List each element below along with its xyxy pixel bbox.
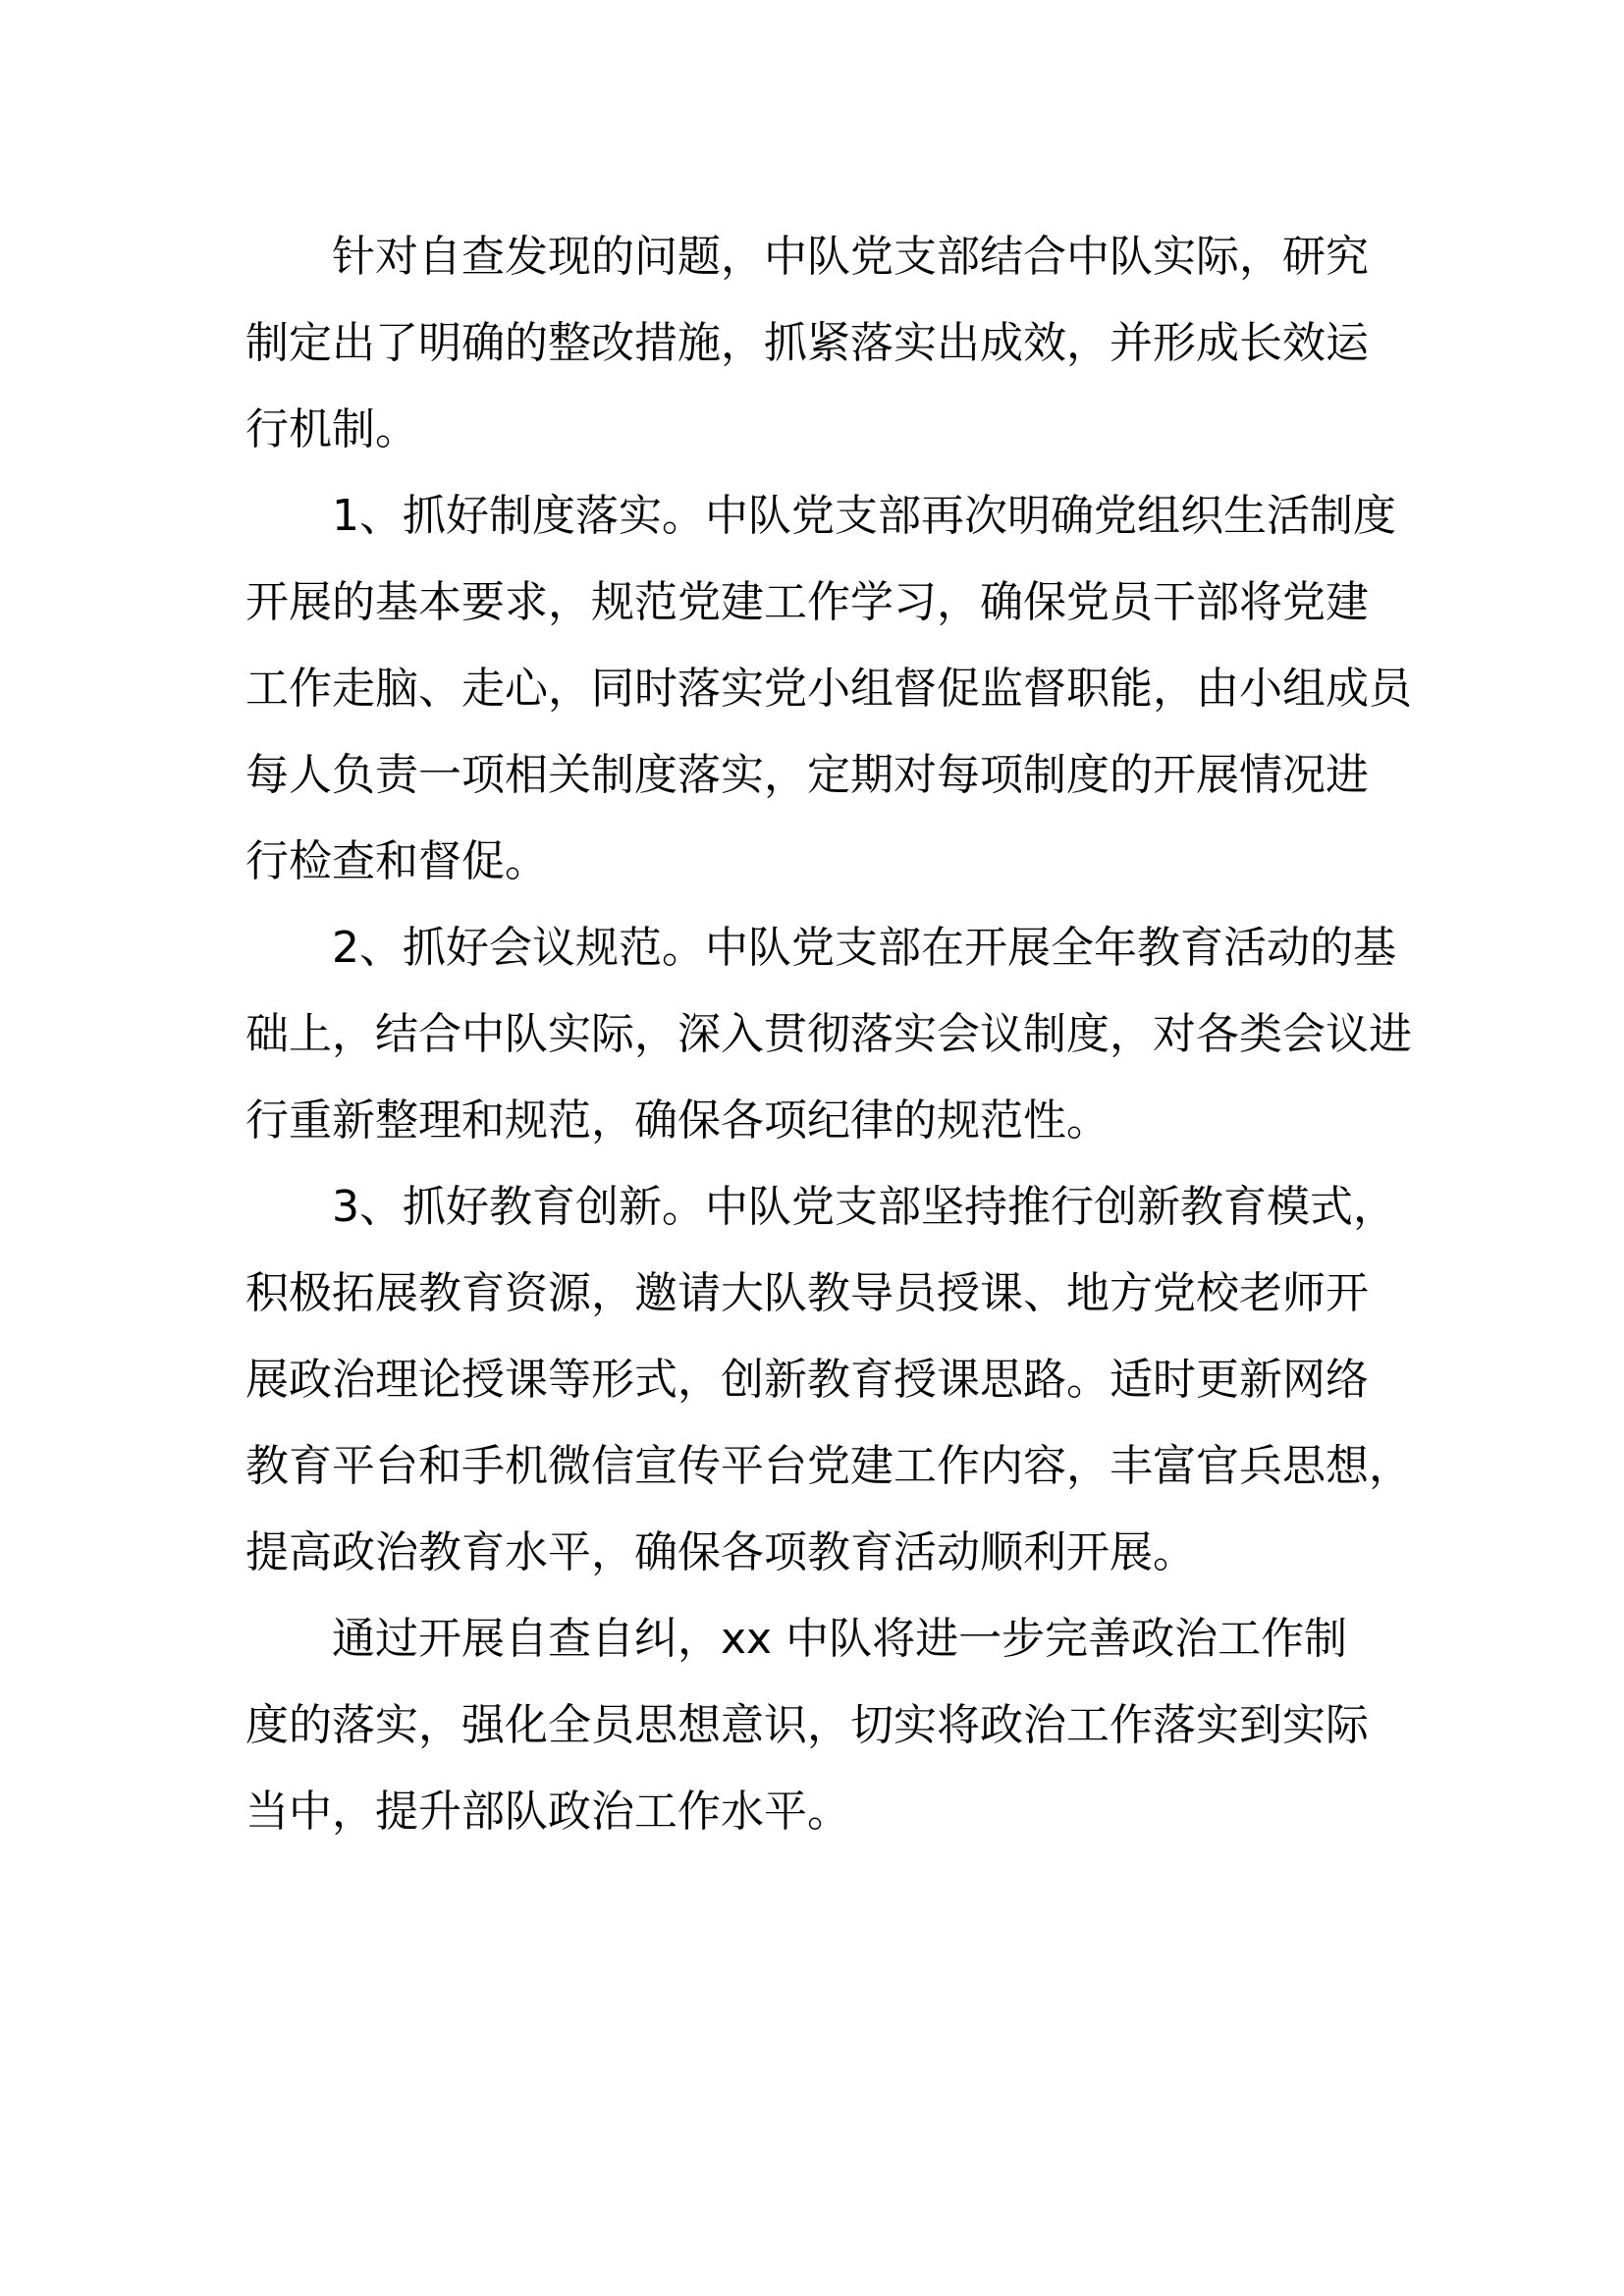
text-line: 每人负责一项相关制度落实，定期对每项制度的开展情况进	[245, 750, 1369, 800]
paragraph-item-1	[245, 473, 1412, 905]
text-line: 3、抓好教育创新。中队党支部坚持推行创新教育模式，	[332, 1182, 1396, 1232]
text-line: 制定出了明确的整改措施，抓紧落实出成效，并形成长效运	[245, 318, 1369, 368]
text-line: 工作走脑、走心，同时落实党小组督促监督职能，由小组成员	[245, 664, 1412, 714]
text-line: 度的落实，强化全员思想意识，切实将政治工作落实到实际	[245, 1700, 1369, 1750]
text-line: 当中，提升部队政治工作水平。	[245, 1787, 850, 1837]
text-line: 行机制。	[245, 404, 418, 454]
text-line: 针对自查发现的问题，中队党支部结合中队实际，研究	[332, 232, 1369, 282]
paragraph-intro	[245, 214, 1384, 473]
text-line: 开展的基本要求，规范党建工作学习，确保党员干部将党建	[245, 577, 1369, 627]
text-line: 积极拓展教育资源，邀请大队教导员授课、地方党校老师开	[245, 1268, 1369, 1318]
text-line: 展政治理论授课等形式，创新教育授课思路。适时更新网络	[245, 1355, 1369, 1405]
paragraph-item-2	[245, 905, 1412, 1164]
text-line: 行重新整理和规范，确保各项纪律的规范性。	[245, 1095, 1110, 1146]
text-line: 1、抓好制度落实。中队党支部再次明确党组织生活制度	[332, 491, 1396, 541]
text-line: 提高政治教育水平，确保各项教育活动顺利开展。	[245, 1527, 1196, 1577]
text-line: 础上，结合中队实际，深入贯彻落实会议制度，对各类会议进	[245, 1009, 1412, 1059]
paragraph-conclusion	[245, 1596, 1384, 1855]
paragraph-item-3	[245, 1164, 1412, 1596]
text-line: 行检查和督促。	[245, 836, 548, 886]
text-line: 2、抓好会议规范。中队党支部在开展全年教育活动的基	[332, 923, 1396, 973]
text-line: 通过开展自查自纠，xx 中队将进一步完善政治工作制	[332, 1614, 1348, 1664]
text-line: 教育平台和手机微信宣传平台党建工作内容，丰富官兵思想，	[245, 1441, 1412, 1491]
document-body	[245, 214, 1412, 1855]
